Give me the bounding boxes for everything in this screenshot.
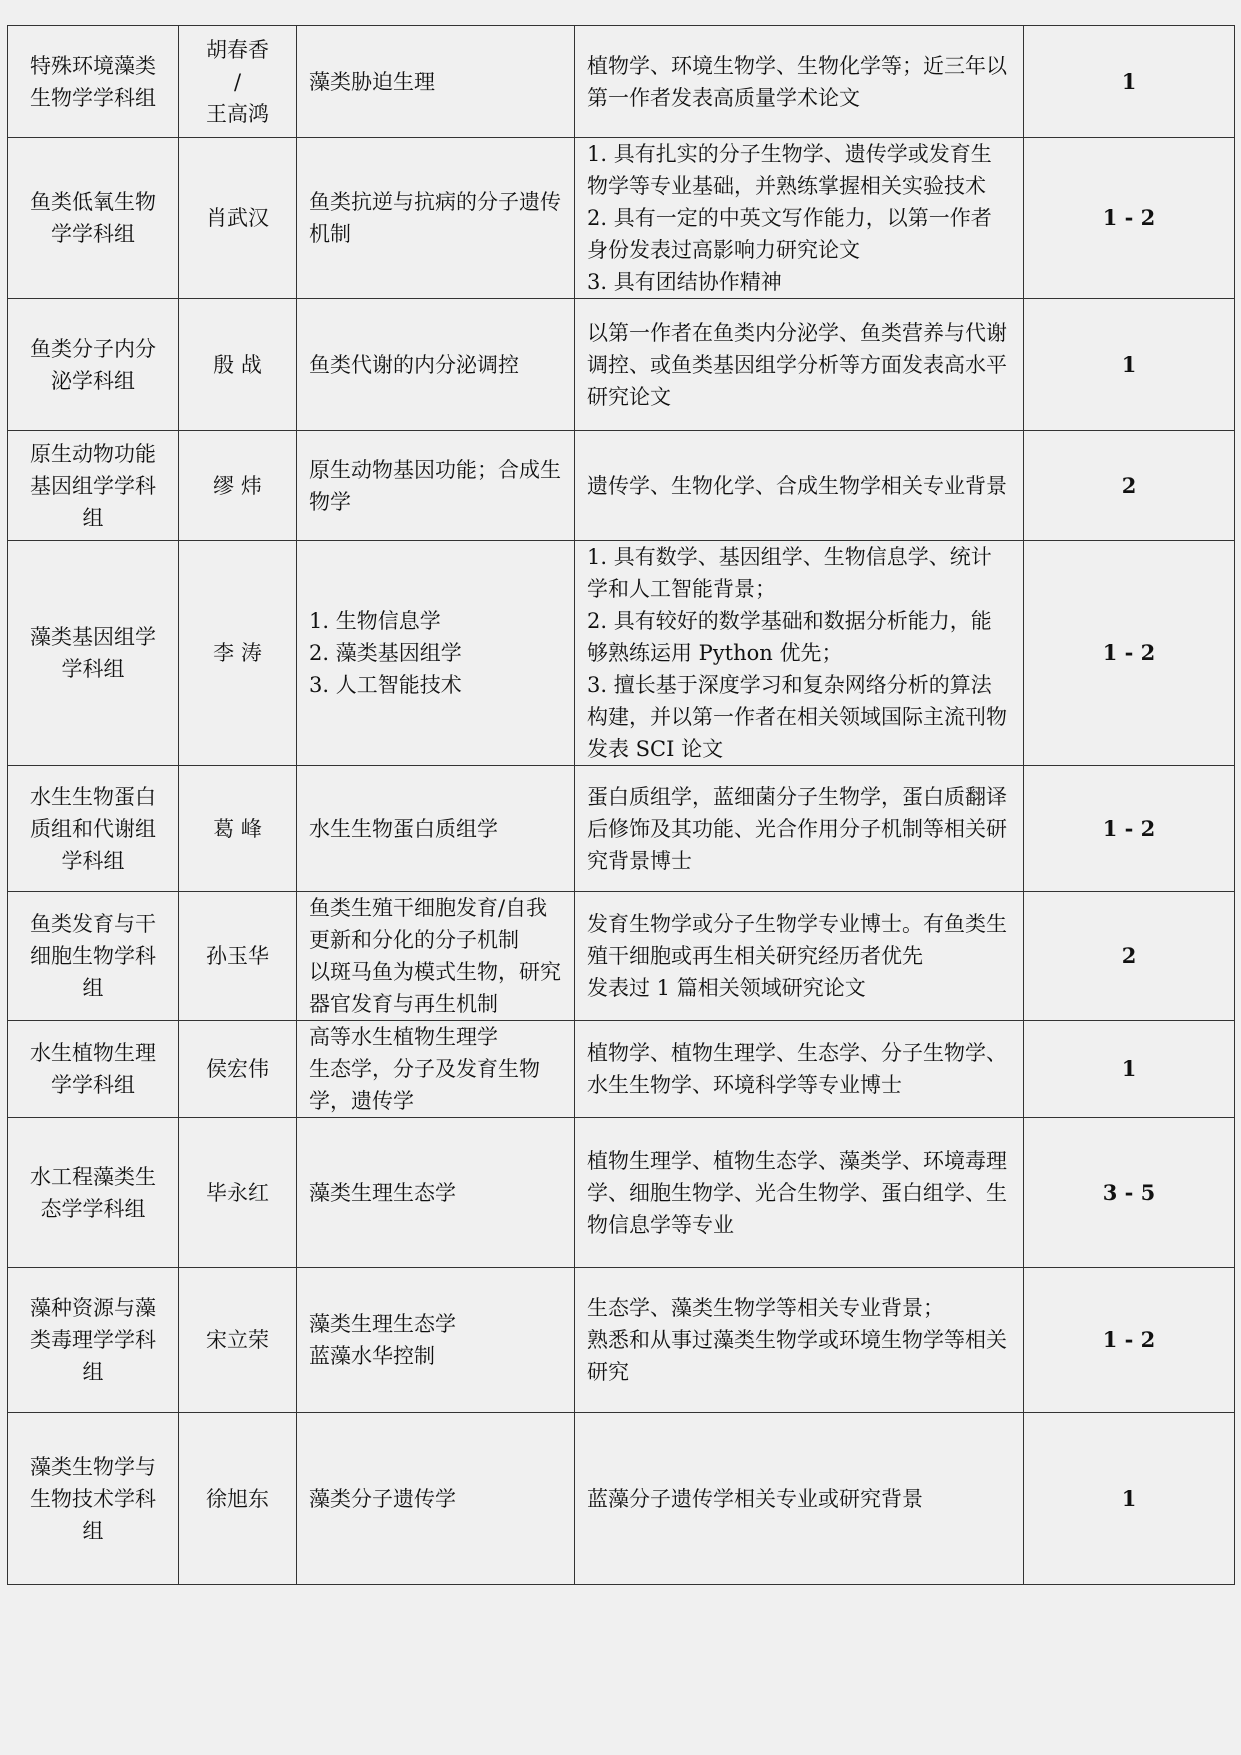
requirements-cell-line: 遗传学、生物化学、合成生物学相关专业背景 [587,473,1007,498]
requirements-cell [575,138,1024,299]
group-name-cell: 水生生物蛋白质组和代谢组学科组 [8,766,179,892]
requirements-cell-line: 发表过 1 篇相关领域研究论文 [587,976,866,1000]
requirements-cell [575,766,1024,892]
group-name-cell: 藻种资源与藻类毒理学学科组 [8,1268,179,1413]
headcount-cell: 1 - 2 [1024,1268,1235,1413]
requirements-cell-line: 蓝藻分子遗传学相关专业或研究背景 [587,1486,923,1511]
research-direction-cell [297,766,575,892]
table-row [8,766,1235,892]
research-direction-cell-line: 2. 藻类基因组学 [309,641,462,665]
requirements-cell [575,299,1024,431]
group-name-cell: 原生动物功能基因组学学科组 [8,431,179,541]
table-row [8,1021,1235,1118]
group-name-cell: 鱼类低氧生物学学科组 [8,138,179,299]
group-name-cell: 藻类生物学与生物技术学科组 [8,1413,179,1585]
table-row [8,26,1235,138]
mentor-cell [179,138,297,299]
research-direction-cell [297,1413,575,1585]
headcount-cell: 1 [1024,1021,1235,1118]
requirements-cell-line: 发育生物学或分子生物学专业博士。有鱼类生殖干细胞或再生相关研究经历者优先 [587,912,1007,968]
requirements-cell [575,1118,1024,1268]
research-direction-cell-line: 3. 人工智能技术 [309,673,462,697]
mentor-cell-line: 葛 峰 [213,816,262,841]
research-direction-cell [297,431,575,541]
mentor-cell [179,541,297,766]
research-direction-cell [297,1118,575,1268]
headcount-cell: 3 - 5 [1024,1118,1235,1268]
table-row [8,541,1235,766]
requirements-cell [575,1021,1024,1118]
table-row [8,1413,1235,1585]
headcount-cell: 1 - 2 [1024,766,1235,892]
research-direction-cell-line: 藻类胁迫生理 [309,69,435,94]
research-direction-cell-line: 生态学，分子及发育生物学，遗传学 [309,1057,540,1113]
requirements-cell [575,1413,1024,1585]
requirements-cell [575,431,1024,541]
mentor-cell-line: 李 涛 [213,641,262,665]
mentor-cell [179,299,297,431]
research-direction-cell [297,541,575,766]
recruitment-table [7,25,1235,1585]
research-direction-cell-line: 藻类生理生态学 [309,1180,456,1205]
requirements-cell-line: 2. 具有一定的中英文写作能力，以第一作者身份发表过高影响力研究论文 [587,206,992,262]
mentor-cell-line: 缪 炜 [213,473,262,498]
table-row [8,299,1235,431]
requirements-cell-line: 1. 具有扎实的分子生物学、遗传学或发育生物学等专业基础，并熟练掌握相关实验技术 [587,142,992,198]
research-direction-cell [297,299,575,431]
headcount-cell: 1 - 2 [1024,541,1235,766]
mentor-cell [179,766,297,892]
group-name-cell: 鱼类发育与干细胞生物学科组 [8,892,179,1021]
table-row [8,138,1235,299]
mentor-cell-line: 孙玉华 [206,944,269,968]
mentor-cell-line: 毕永红 [206,1180,269,1205]
requirements-cell-line: 以第一作者在鱼类内分泌学、鱼类营养与代谢调控、或鱼类基因组学分析等方面发表高水平研究论文 [587,320,1007,409]
research-direction-cell-line: 藻类分子遗传学 [309,1486,456,1511]
research-direction-cell-line: 鱼类生殖干细胞发育/自我更新和分化的分子机制 [309,896,548,952]
requirements-cell [575,1268,1024,1413]
research-direction-cell-line: 高等水生植物生理学 [309,1025,498,1049]
requirements-cell-line: 3. 擅长基于深度学习和复杂网络分析的算法构建，并以第一作者在相关领域国际主流刊物发表 SCI 论文 [587,673,1007,761]
research-direction-cell-line: 藻类生理生态学 [309,1312,456,1336]
group-name-cell: 特殊环境藻类生物学学科组 [8,26,179,138]
table-row [8,1268,1235,1413]
research-direction-cell [297,892,575,1021]
research-direction-cell-line: 蓝藻水华控制 [309,1344,435,1368]
table-row [8,431,1235,541]
requirements-cell-line: 植物学、环境生物学、生物化学等；近三年以第一作者发表高质量学术论文 [587,53,1007,110]
requirements-cell-line: 1. 具有数学、基因组学、生物信息学、统计学和人工智能背景； [587,545,992,601]
requirements-cell-line: 生态学、藻类生物学等相关专业背景； [587,1296,944,1320]
requirements-cell [575,541,1024,766]
requirements-cell-line: 植物生理学、植物生态学、藻类学、环境毒理学、细胞生物学、光合生物学、蛋白组学、生物信息学等专业 [587,1148,1007,1237]
mentor-cell-line: 宋立荣 [206,1328,269,1352]
group-name-cell: 水生植物生理学学科组 [8,1021,179,1118]
research-direction-cell-line: 以斑马鱼为模式生物，研究器官发育与再生机制 [309,960,561,1016]
mentor-cell [179,431,297,541]
requirements-cell-line: 植物学、植物生理学、生态学、分子生物学、水生生物学、环境科学等专业博士 [587,1041,1007,1097]
headcount-cell: 1 [1024,1413,1235,1585]
table-row [8,1118,1235,1268]
mentor-cell-line: 侯宏伟 [206,1057,269,1081]
research-direction-cell-line: 原生动物基因功能；合成生物学 [309,457,561,514]
mentor-cell-line: 胡春香 [206,37,269,62]
mentor-cell-line: 徐旭东 [206,1486,269,1511]
mentor-cell-line: / [233,69,242,94]
mentor-cell [179,1268,297,1413]
research-direction-cell-line: 1. 生物信息学 [309,609,441,633]
mentor-cell [179,1413,297,1585]
research-direction-cell-line: 鱼类抗逆与抗病的分子遗传机制 [309,190,561,246]
mentor-cell [179,1021,297,1118]
requirements-cell-line: 3. 具有团结协作精神 [587,270,782,294]
headcount-cell: 1 - 2 [1024,138,1235,299]
requirements-cell-line: 熟悉和从事过藻类生物学或环境生物学等相关研究 [587,1328,1007,1384]
requirements-cell-line: 蛋白质组学，蓝细菌分子生物学，蛋白质翻译后修饰及其功能、光合作用分子机制等相关研究背景博士 [587,784,1007,873]
research-direction-cell [297,1268,575,1413]
requirements-cell [575,892,1024,1021]
mentor-cell [179,26,297,138]
research-direction-cell-line: 鱼类代谢的内分泌调控 [309,352,519,377]
research-direction-cell [297,1021,575,1118]
headcount-cell: 2 [1024,892,1235,1021]
mentor-cell-line: 殷 战 [213,352,262,377]
group-name-cell: 水工程藻类生态学学科组 [8,1118,179,1268]
mentor-cell-line: 肖武汉 [206,206,269,230]
table-body [8,26,1235,1585]
group-name-cell: 藻类基因组学学科组 [8,541,179,766]
requirements-cell-line: 2. 具有较好的数学基础和数据分析能力，能够熟练运用 Python 优先； [587,609,992,665]
mentor-cell [179,1118,297,1268]
research-direction-cell-line: 水生生物蛋白质组学 [309,816,498,841]
headcount-cell: 1 [1024,299,1235,431]
research-direction-cell [297,26,575,138]
requirements-cell [575,26,1024,138]
table-row [8,892,1235,1021]
headcount-cell: 2 [1024,431,1235,541]
headcount-cell: 1 [1024,26,1235,138]
mentor-cell [179,892,297,1021]
research-direction-cell [297,138,575,299]
mentor-cell-line: 王高鸿 [206,101,269,126]
group-name-cell: 鱼类分子内分泌学科组 [8,299,179,431]
